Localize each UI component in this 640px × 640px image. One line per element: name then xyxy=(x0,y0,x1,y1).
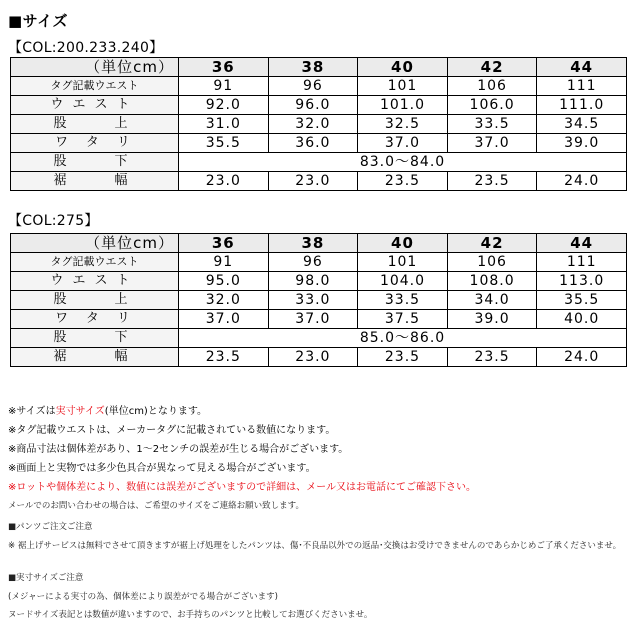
row-label-waist: ウエスト xyxy=(11,96,179,115)
table-cell: 37.5 xyxy=(358,310,448,329)
row-label-tag-waist: タグ記載ウエスト xyxy=(11,253,179,272)
row-label-thigh: ワタリ xyxy=(11,310,179,329)
size-header: 40 xyxy=(358,58,448,77)
table-cell: 23.5 xyxy=(179,348,269,367)
table-row xyxy=(11,253,627,272)
unit-label: （単位cm） xyxy=(11,234,179,253)
table-cell: 33.0 xyxy=(268,291,358,310)
table-cell: 23.0 xyxy=(179,172,269,191)
table-cell: 108.0 xyxy=(447,272,537,291)
table-cell: 33.5 xyxy=(358,291,448,310)
size-header: 40 xyxy=(358,234,448,253)
size-header: 38 xyxy=(268,234,358,253)
table-cell: 101 xyxy=(358,77,448,96)
table-cell: 37.0 xyxy=(179,310,269,329)
table-row xyxy=(11,77,627,96)
table-cell: 34.0 xyxy=(447,291,537,310)
table-cell: 32.0 xyxy=(268,115,358,134)
table-row xyxy=(11,329,627,348)
table-cell: 23.0 xyxy=(268,172,358,191)
table-row xyxy=(11,348,627,367)
row-label-inseam: 股下 xyxy=(11,153,179,172)
table-cell: 111.0 xyxy=(537,96,627,115)
actual-size-line1: (メジャーによる実寸の為、個体差により誤差がでる場合がございます) xyxy=(8,592,278,602)
table-cell: 113.0 xyxy=(537,272,627,291)
table-row xyxy=(11,115,627,134)
table-cell: 91 xyxy=(179,77,269,96)
table-cell: 31.0 xyxy=(179,115,269,134)
table-cell: 23.5 xyxy=(358,172,448,191)
size-table-2 xyxy=(10,233,627,367)
table-cell: 36.0 xyxy=(268,134,358,153)
row-label-waist: ウエスト xyxy=(11,272,179,291)
table-cell: 95.0 xyxy=(179,272,269,291)
note-line: ※タグ記載ウエストは、メーカータグに記載されている数値になります。 xyxy=(8,425,336,436)
size-header: 36 xyxy=(179,234,269,253)
row-label-thigh: ワタリ xyxy=(11,134,179,153)
table-cell: 111 xyxy=(537,253,627,272)
note-line: メールでのお問い合わせの場合は、ご希望のサイズをご連絡お願い致します。 xyxy=(8,501,304,511)
unit-label: （単位cm） xyxy=(11,58,179,77)
table-cell: 35.5 xyxy=(179,134,269,153)
table-header-row xyxy=(11,234,627,253)
table-cell: 23.5 xyxy=(447,172,537,191)
table-cell: 32.0 xyxy=(179,291,269,310)
color-label-2: 【COL:275】 xyxy=(8,213,99,229)
table-cell: 24.0 xyxy=(537,348,627,367)
notes-block xyxy=(8,402,632,516)
table-cell: 98.0 xyxy=(268,272,358,291)
table-row xyxy=(11,272,627,291)
size-header: 36 xyxy=(179,58,269,77)
table-cell: 24.0 xyxy=(537,172,627,191)
table-cell: 106 xyxy=(447,77,537,96)
table-cell: 35.5 xyxy=(537,291,627,310)
size-header: 38 xyxy=(268,58,358,77)
table-cell: 37.0 xyxy=(358,134,448,153)
table-cell: 32.5 xyxy=(358,115,448,134)
table-cell: 106.0 xyxy=(447,96,537,115)
size-header: 44 xyxy=(537,58,627,77)
page-title: ■サイズ xyxy=(8,12,68,30)
color-label-1: 【COL:200.233.240】 xyxy=(8,40,164,56)
table-cell-merged: 85.0〜86.0 xyxy=(179,329,627,348)
table-cell: 91 xyxy=(179,253,269,272)
table-cell: 23.0 xyxy=(268,348,358,367)
size-header: 42 xyxy=(447,234,537,253)
table-cell: 101.0 xyxy=(358,96,448,115)
table-row xyxy=(11,96,627,115)
size-table-1 xyxy=(10,57,627,191)
table-cell: 23.5 xyxy=(358,348,448,367)
note-text: ※サイズは xyxy=(8,406,56,417)
table-cell: 101 xyxy=(358,253,448,272)
row-label-tag-waist: タグ記載ウエスト xyxy=(11,77,179,96)
note-text: (単位cm)となります。 xyxy=(104,406,208,417)
table-cell-merged: 83.0〜84.0 xyxy=(179,153,627,172)
note-highlight: 実寸サイズ xyxy=(55,406,105,417)
size-header: 44 xyxy=(537,234,627,253)
table-row xyxy=(11,172,627,191)
table-cell: 39.0 xyxy=(447,310,537,329)
table-row xyxy=(11,134,627,153)
row-label-inseam: 股下 xyxy=(11,329,179,348)
table-row xyxy=(11,310,627,329)
table-cell: 106 xyxy=(447,253,537,272)
table-row xyxy=(11,153,627,172)
pants-section-heading: ■パンツご注文ご注意 xyxy=(8,522,93,532)
table-cell: 96 xyxy=(268,253,358,272)
table-cell: 37.0 xyxy=(268,310,358,329)
table-cell: 111 xyxy=(537,77,627,96)
table-cell: 37.0 xyxy=(447,134,537,153)
row-label-hem: 裾幅 xyxy=(11,348,179,367)
table-cell: 104.0 xyxy=(358,272,448,291)
pants-section-text: ※ 裾上げサービスは無料でさせて頂きますが裾上げ処理をしたパンツは、傷･不良品以外での返品･交換はお受けできませんのであらかじめご了承くださいませ。 xyxy=(8,541,622,551)
note-line xyxy=(8,402,632,421)
table-cell: 96.0 xyxy=(268,96,358,115)
note-line: ※画面上と実物では多少色具合が異なって見える場合がございます。 xyxy=(8,463,316,474)
actual-size-line2: ヌードサイズ表記とは数値が違いますので、お手持ちのパンツと比較してお選びくださいませ。 xyxy=(8,610,373,620)
table-cell: 33.5 xyxy=(447,115,537,134)
table-cell: 39.0 xyxy=(537,134,627,153)
actual-size-heading: ■実寸サイズご注意 xyxy=(8,573,84,583)
row-label-hem: 裾幅 xyxy=(11,172,179,191)
table-header-row xyxy=(11,58,627,77)
row-label-rise: 股上 xyxy=(11,115,179,134)
note-line: ※商品寸法は個体差があり、1〜2センチの誤差が生じる場合がございます。 xyxy=(8,444,349,455)
table-cell: 40.0 xyxy=(537,310,627,329)
row-label-rise: 股上 xyxy=(11,291,179,310)
table-cell: 34.5 xyxy=(537,115,627,134)
table-cell: 23.5 xyxy=(447,348,537,367)
note-warning: ※ロットや個体差により、数値には誤差がございますので詳細は、メール又はお電話にてご確認下さい。 xyxy=(8,482,476,493)
table-cell: 96 xyxy=(268,77,358,96)
table-row xyxy=(11,291,627,310)
size-header: 42 xyxy=(447,58,537,77)
table-cell: 92.0 xyxy=(179,96,269,115)
